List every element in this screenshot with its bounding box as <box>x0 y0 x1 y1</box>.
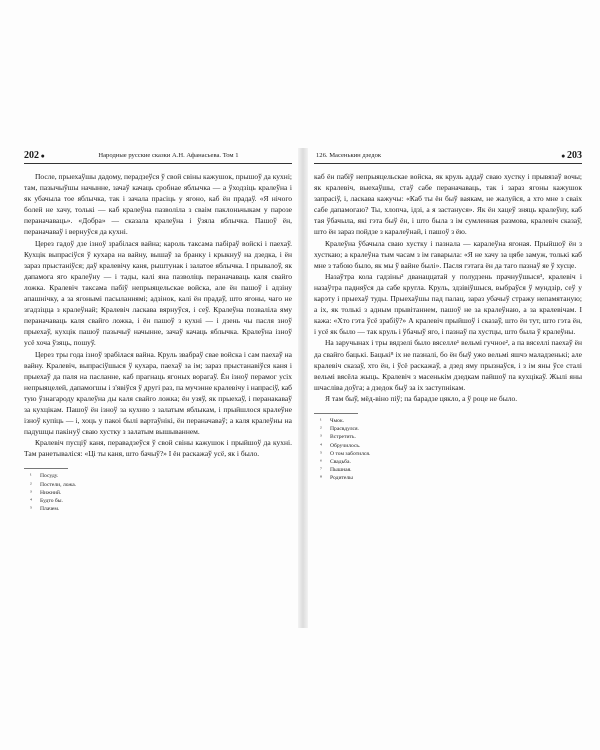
footnote: ⁵ Плачем. <box>30 506 60 513</box>
right-page <box>314 148 582 620</box>
open-book <box>0 148 600 750</box>
paragraph: Церез тры года ізноў зрабілася вайна. Круль звабраў свае войска і сам паехаў на вайну. Кралевіч, выпрасіўшыся ў кухара, паехаў за ім; зараз прыстанавіўся каня і прыехаў да паля на пасланне, каб прагнаць ягоных ворагаў. Ён ізноў перамог усіх непрыяцелей, дапамогшы і з'явіўся ў другі раз, па мучэнне кралевічу і напрасіў, каб тую ўзнагароду кралеўна ды каля свайго ложка; ён узяў, як прыехаў, і перанакаваў за кухцікам. Пашоў ён ізноў за кухню з залатым яблыкам, і прыйшлося кралеўне ізноў купіць — і, хоць у пакоі былі вартаўнікі, ён пераначаваў; а каля кралеўны на падушцы пакінуў сваю хустку з залатым вышываннем. <box>24 349 292 437</box>
left-page <box>24 148 292 620</box>
paragraph: Кралеўна ўбачыла сваю хустку і пазнала — каралеўна ягоная. Прыйшоў ён з хусткаю; а кралеўна тым часам з ім гаварыла: «Я не хачу за цябе замуж, толькі каб мне з табою было, як мы ў вайне былі». Пасля гэтага ён да таго пазнаў яе ў хусце. <box>314 238 582 270</box>
footnote: ³ Встретить. <box>320 434 356 441</box>
right-running-title: 126. Масенькин дзедок <box>316 152 382 159</box>
footnote: ⁴ Обручилось. <box>320 442 361 449</box>
paragraph: Церез гадоў дзе ізноў зрабілася вайна; кароль таксама пабіраў войскі і паехаў. Кухцік выпрасіўся ў кухара на вайну, вышаў за бранку і крыкнуў на дзедка, і ён зараз прыстаніўся; даў кралевічу каня, рыштунак і залатое яблычка. І прывалоў, як дапамога яго кралеўну — і тады, калі яна пазволіць пераначаваць каля свайго ложка. Кралевіч таксама пабіў непрыяцельскае войска, але ён пашоў і адзіну апашнічку, а за ягонымі пасыланнямі; адзінок, калі ён прадаў, што ягоны, чаго не згадзіцца з кралеўнай; Кралевіч ласкава вярнуўся, і сеў. Кралеўна позваліла яму пераначаваць каля свайго ложка, і ён пашоў з кухні — і дзень чы пасля зноў прыехаў, кухцік пашоў пазычыў начынне, зачаў качаць яблычка. Кралеўна ізноў усё хоча ўзяць, пошуў. <box>24 238 292 348</box>
left-page-number: 202 ● <box>24 150 45 161</box>
footnote: ² Прасвдулся. <box>320 426 359 433</box>
paragraph: На заручынах і тры вядзелі было вяселле¹ вельмі гучное², а па вяселлі паехаў ён да свайго бацькі. Бацькі⁸ іх не пазналі, бо ён быў ужо вельмі яшчэ маладзенькі; але кралевіч сказаў, хто ён, і ўсё раскажаў, а дзед яму прызнаўся, і з ім яны ўсе сталі вельмі вясёла жыць. Кралевіч з масенькім дзедкам пайшоў па кухцікаў. Жылі яны шчасліва доўга; а дзедок быў за іх заступнікам. <box>314 338 582 392</box>
right-page-number: ● 203 <box>561 150 582 161</box>
right-footnotes <box>314 413 371 483</box>
footnote: ² Постели, ложа. <box>30 481 77 488</box>
paragraph: Я там быў, мёд-віно піў; па барадзе цякло, а ў роце не было. <box>325 393 518 403</box>
page-marker: ● <box>561 152 566 160</box>
footnote: ⁸ Родителы <box>320 475 353 482</box>
page-marker: ● <box>40 152 45 160</box>
left-running-title: Народные русские сказки А.Н. Афанасьева. Том 1 <box>98 152 239 159</box>
footnote: ³ Нижний. <box>30 489 62 496</box>
paragraph: каб ён пабіў непрыяцельскае войска, як круль аддаў сваю хустку і прывязаў вочы; як кралевіч, выехаўшы, стаў сабе пераначаваць, так і зараз ягоны кажушок запрасіў, і, ласкава кажучы: «Каб ты ён быў ваякам, не жалуйся, а хто мне з сваіх сабе дапамогаю? Ты, хлопча, ідзі, а я застануся». Як ён хацеў зняць кралеўну, каб тая ўбачыла, які гэта быў ён, і што была з ім сумленная размова, кралевіч сказаў, што ён зараз пойдзе з каралеўнай, і пашоў з ёю. <box>314 172 582 237</box>
left-footnotes <box>24 468 77 513</box>
footnote: ¹ Чмок. <box>320 417 345 424</box>
paragraph: После, прыехаўшы дадому, перадзеўся ў свой свіны кажушок, прышоў да кухні; там, пазычыўшы начынне, зачаў качаць сробнае яблычка — а ўходзіць кралеўна і як убачыла тое яблычка, так і зачала прасіць у ягоно, каб ён прадаў. «Я нічого болей не хачу, толькі — каб кралеўна пазволіла з сваім паклоньчыкам у парозе пераначаваць». «Добра» — сказала кралеўна і ўзяла яблычка. Пашоў ён, пераначаваў і вернуўся да кухні. <box>24 172 292 237</box>
paragraph: Назаўтра кола гадзіны² дванаццатай у полудзень прачнуўшыся³, кралевіч і назаўтра падняўся да сабе кругла. Круль, здзівіўшыся, выбраўся ў мундзір, сеў у карэту і прыехаў туды. Прыехаўшы пад палац, зараз убачыў стражу непамятаную; а іх, як толькі з адным прывітаннем, пашоў не за кралеўнаю, а за кралевічам. І кажа: «Хто гэта ўсё зрабіў?» А кралевіч прыйшоў і сказаў, што ён тут, што гэта ён, і усё як было — так круль і ўбачыў яго, і пазнаў па хустцы, што была ў кралеўны. <box>314 271 582 337</box>
right-page-header <box>314 148 582 164</box>
book-gutter <box>298 148 308 628</box>
footnote: ⁴ Будто бы. <box>30 498 63 505</box>
footnote: ¹ Посуду. <box>30 473 59 480</box>
paragraph: Кралевіч пусціў каня, перавадзеўся ў свой свіны кажушок і прыйшоў да кухні. Там ранетываліся: «Ці ты каня, што бачыў?» І ён раскажаў усё, як і было. <box>24 438 292 459</box>
right-page-body <box>314 171 582 404</box>
left-page-body <box>24 171 292 459</box>
left-page-header <box>24 148 292 164</box>
footnote: ⁵ О том заботился. <box>320 450 371 457</box>
footnote: ⁶ Свадьба. <box>320 458 351 465</box>
footnote: ⁷ Пышная. <box>320 467 352 474</box>
